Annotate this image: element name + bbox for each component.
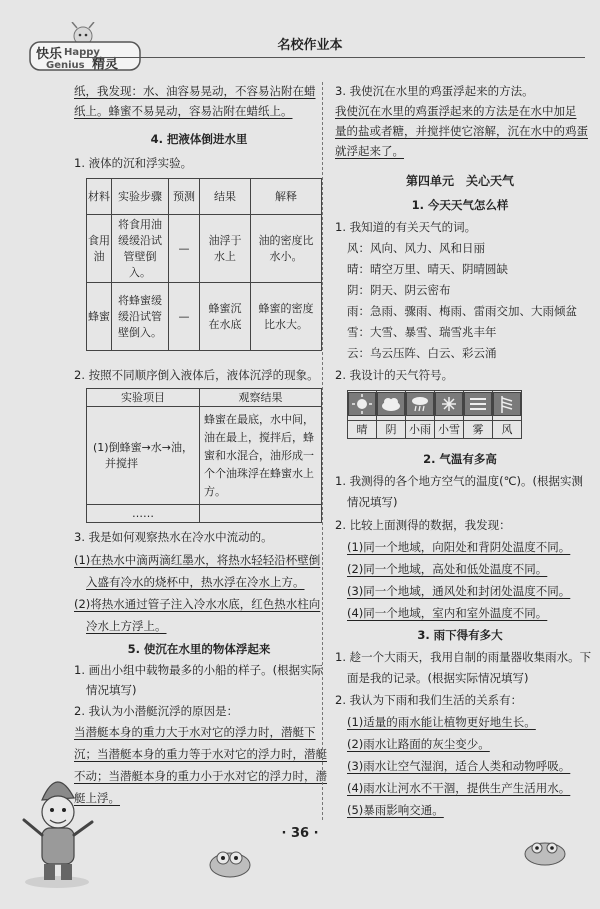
answer-line: (2)同一个地域，高处和低处温度不同。 [347, 562, 548, 576]
creature-cartoon-illustration [520, 832, 570, 868]
table-cell: 晴 [348, 421, 377, 439]
answer-line: (1)在热水中滴两滴红墨水，将热水轻轻沿杯壁倒 [74, 553, 321, 567]
table-header: 材料 [87, 179, 112, 215]
question: 1. 我知道的有关天气的词。 [335, 220, 477, 234]
table-header: 实验步骤 [112, 179, 169, 215]
table-header: 预测 [169, 179, 200, 215]
table-cell-line: 并搅拌 [105, 456, 138, 470]
wind-icon [493, 392, 521, 416]
word-line: 阴：阴天、阴云密布 [347, 283, 451, 297]
answer-line: 冷水上方浮上。 [86, 619, 167, 633]
section-title: 5. 使沉在水里的物体浮起来 [127, 642, 271, 656]
question: 3. 我使沉在水里的鸡蛋浮起来的方法。 [335, 84, 534, 98]
answer-line: 不动；当潜艇本身的重力小于水对它的浮力时，潜 [74, 769, 327, 783]
question: 情况填写) [347, 495, 398, 509]
light-rain-icon [406, 392, 434, 416]
answer-line: 量的盐或者糖，并搅拌使它溶解，沉在水中的鸡蛋 [335, 124, 588, 138]
question: 1. 趁一个大雨天，我用自制的雨量器收集雨水。下 [335, 650, 592, 664]
table-row [87, 505, 322, 523]
sunny-icon [348, 392, 376, 416]
question: 1. 液体的沉和浮实验。 [74, 156, 193, 170]
table-cell [464, 391, 493, 421]
word-line: 晴：晴空万里、晴天、阴晴圆缺 [347, 262, 508, 276]
answer-line: 就浮起来了。 [335, 144, 404, 158]
answer-line: (4)同一个地域，室内和室外温度不同。 [347, 606, 548, 620]
svg-text:快乐: 快乐 [36, 47, 63, 62]
answer-line: (2)将热水通过管子注入冷水水底，红色热水柱向 [74, 597, 321, 611]
table-header: 实验项目 [87, 389, 200, 407]
table-header: 结果 [200, 179, 251, 215]
answer-line: 当潜艇本身的重力大于水对它的浮力时，潜艇下 [74, 725, 316, 739]
table-row [87, 407, 322, 505]
table-cell [406, 391, 435, 421]
answer-line: (1)同一个地域，向阳处和背阴处温度不同。 [347, 540, 571, 554]
answer-line: 我使沉在水里的鸡蛋浮起来的方法是在水中加足 [335, 104, 577, 118]
table-header: 解释 [251, 179, 322, 215]
answer-line: 艇上浮。 [74, 791, 120, 805]
table-cell: 油浮于水上 [200, 215, 251, 283]
table-cell: 油的密度比水小。 [251, 215, 322, 283]
table-row [87, 283, 322, 351]
answer-line: (4)雨水让河水不干涸，提供生产生活用水。 [347, 781, 571, 795]
section-title: 2. 气温有多高 [423, 452, 497, 466]
table-cell: 风 [493, 421, 522, 439]
word-line: 风：风向、风力、风和日丽 [347, 241, 485, 255]
section-title: 1. 今天天气怎么样 [411, 198, 509, 212]
question: 2. 我设计的天气符号。 [335, 368, 454, 382]
section-title: 3. 雨下得有多大 [417, 628, 503, 642]
order-observation-table [86, 388, 322, 523]
word-line: 雪：大雪、暴雪、瑞雪兆丰年 [347, 325, 497, 339]
header-rule [80, 57, 585, 58]
question: 3. 我是如何观察热水在冷水中流动的。 [74, 530, 273, 544]
critter-cartoon-illustration [205, 840, 255, 880]
text-line: 纸，我发现：水、油容易晃动，不容易沾附在蜡 [74, 84, 316, 98]
question: 面是我的记录。(根据实际情况填写) [347, 671, 529, 685]
table-cell: 将蜂蜜缓缓沿试管壁倒入。 [112, 283, 169, 351]
dwarf-cartoon-illustration [12, 760, 102, 890]
table-cell: 阴 [377, 421, 406, 439]
fog-icon [464, 392, 492, 416]
section-title: 4. 把液体倒进水里 [150, 132, 248, 146]
table-cell: 小雪 [435, 421, 464, 439]
table-header: 观察结果 [200, 389, 322, 407]
word-line: 雨：急雨、骤雨、梅雨、雷雨交加、大雨倾盆 [347, 304, 577, 318]
column-divider [322, 82, 323, 820]
question: 2. 比较上面测得的数据，我发现： [335, 518, 511, 532]
weather-symbol-table [347, 390, 522, 439]
light-snow-icon [435, 392, 463, 416]
table-cell: 蜂蜜沉在水底 [200, 283, 251, 351]
question: 情况填写) [86, 683, 137, 697]
table-cell: 将食用油缓缓沿试管壁倒入。 [112, 215, 169, 283]
sink-float-table [86, 178, 322, 351]
text-line: 纸上。蜂蜜不易晃动，容易沾附在蜡纸上。 [74, 104, 293, 118]
svg-text:Happy: Happy [64, 47, 100, 58]
table-cell-line: (1)倒蜂蜜→水→油， [92, 440, 193, 454]
table-row [87, 215, 322, 283]
answer-line: (3)同一个地域，通风处和封闭处温度不同。 [347, 584, 571, 598]
cloudy-icon [377, 392, 405, 416]
page-number: · 36 · [281, 826, 319, 841]
table-cell: 雾 [464, 421, 493, 439]
table-cell: — [169, 215, 200, 283]
answer-line: (2)雨水让路面的灰尘变少。 [347, 737, 490, 751]
table-cell [377, 391, 406, 421]
question: 1. 画出小组中载物最多的小船的样子。(根据实际 [74, 663, 324, 677]
answer-line: (1)适量的雨水能让植物更好地生长。 [347, 715, 536, 729]
page-header-title: 名校作业本 [277, 38, 343, 53]
table-cell: 蜂蜜在最底，水中间，油在最上，搅拌后，蜂蜜和水混合，油形成一个个油珠浮在蜂蜜水上方。 [200, 407, 322, 505]
table-cell [348, 391, 377, 421]
question: 2. 按照不同顺序倒入液体后，液体沉浮的现象。 [74, 368, 319, 382]
answer-line: (5)暴雨影响交通。 [347, 803, 444, 817]
answer-line: 沉；当潜艇本身的重力等于水对它的浮力时，潜艇 [74, 747, 327, 761]
table-cell [200, 505, 322, 523]
word-line: 云：乌云压阵、白云、彩云涌 [347, 346, 497, 360]
table-cell: — [169, 283, 200, 351]
happy-genius-logo [28, 22, 143, 72]
table-cell: 蜂蜜的密度比水大。 [251, 283, 322, 351]
table-cell [493, 391, 522, 421]
question: 1. 我测得的各个地方空气的温度(℃)。(根据实测 [335, 474, 584, 488]
answer-line: (3)雨水让空气湿润，适合人类和动物呼吸。 [347, 759, 571, 773]
question: 2. 我认为下雨和我们生活的关系有： [335, 693, 523, 707]
table-cell: …… [87, 505, 200, 523]
table-cell [435, 391, 464, 421]
question: 2. 我认为小潜艇沉浮的原因是： [74, 704, 239, 718]
table-cell: 蜂蜜 [87, 283, 112, 351]
svg-text:Genius: Genius [46, 60, 85, 71]
answer-line: 入盛有冷水的烧杯中，热水浮在冷水上方。 [86, 575, 305, 589]
svg-text:精灵: 精灵 [92, 57, 119, 72]
table-cell [87, 407, 200, 505]
table-cell: 食用油 [87, 215, 112, 283]
unit-title: 第四单元 关心天气 [405, 174, 514, 188]
table-cell: 小雨 [406, 421, 435, 439]
